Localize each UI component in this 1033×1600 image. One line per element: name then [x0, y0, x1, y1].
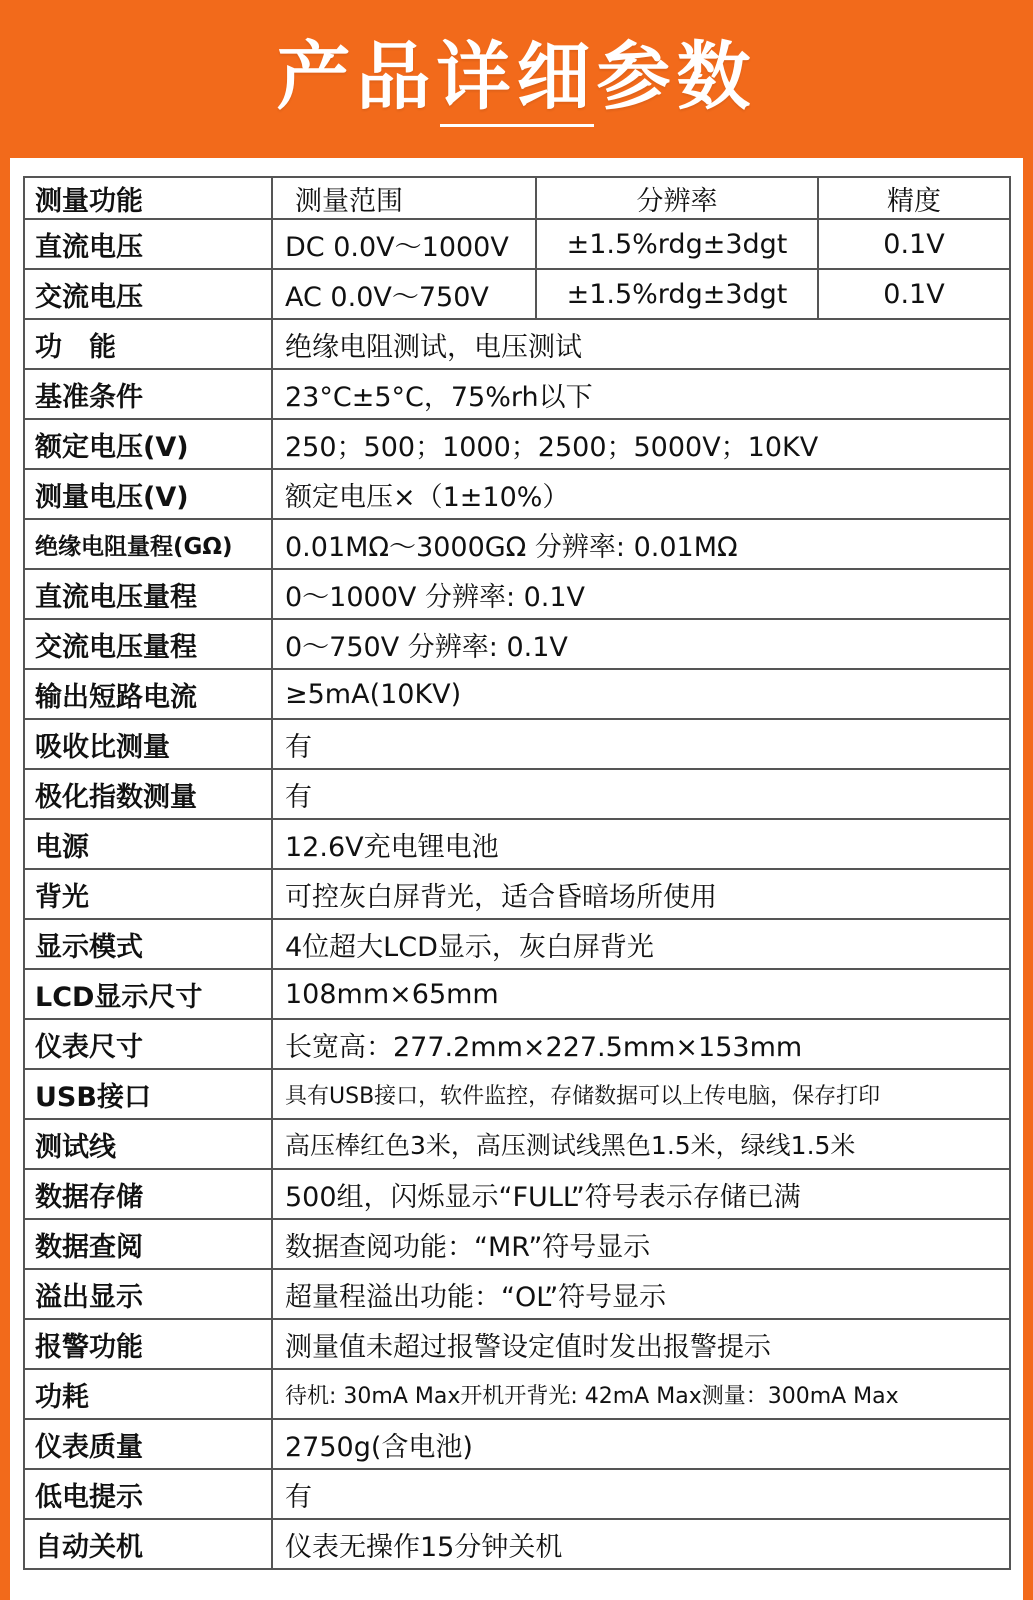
- row-label: 功 能: [24, 319, 272, 369]
- row-label: 测量电压(V): [24, 469, 272, 519]
- row-value: 2750g(含电池): [272, 1419, 1010, 1469]
- row-label: 吸收比测量: [24, 719, 272, 769]
- title-underline: [440, 124, 594, 127]
- row-value: 绝缘电阻测试，电压测试: [272, 319, 1010, 369]
- row-label: 极化指数测量: [24, 769, 272, 819]
- table-row: [24, 719, 1010, 769]
- column-header-function: 测量功能: [24, 177, 272, 219]
- row-label: 数据查阅: [24, 1219, 272, 1269]
- row-label: 功耗: [24, 1369, 272, 1419]
- row-label: 数据存储: [24, 1169, 272, 1219]
- table-row: [24, 1519, 1010, 1569]
- table-row: [24, 669, 1010, 719]
- row-label: 电源: [24, 819, 272, 869]
- table-row: [24, 769, 1010, 819]
- table-row: [24, 1319, 1010, 1369]
- row-label: 背光: [24, 869, 272, 919]
- row-value: 250；500；1000；2500；5000V；10KV: [272, 419, 1010, 469]
- row-value: 0～750V 分辨率: 0.1V: [272, 619, 1010, 669]
- row-label: 仪表尺寸: [24, 1019, 272, 1069]
- row-label: 直流电压量程: [24, 569, 272, 619]
- table-row: [24, 1019, 1010, 1069]
- table-row: [24, 219, 1010, 269]
- table-row: [24, 1069, 1010, 1119]
- row-value: 具有USB接口，软件监控，存储数据可以上传电脑，保存打印: [272, 1069, 1010, 1119]
- table-row: [24, 619, 1010, 669]
- page-header: [0, 0, 1033, 155]
- row-value: 108mm×65mm: [272, 969, 1010, 1019]
- row-label: LCD显示尺寸: [24, 969, 272, 1019]
- table-row: [24, 369, 1010, 419]
- row-label: 低电提示: [24, 1469, 272, 1519]
- row-value: 测量值未超过报警设定值时发出报警提示: [272, 1319, 1010, 1369]
- table-row: [24, 519, 1010, 569]
- table-row: [24, 469, 1010, 519]
- row-resolution: ±1.5%rdg±3dgt: [536, 219, 818, 269]
- row-label: 交流电压: [24, 269, 272, 319]
- row-value: 500组，闪烁显示“FULL”符号表示存储已满: [272, 1169, 1010, 1219]
- column-header-resolution: 分辨率: [536, 177, 818, 219]
- table-row: [24, 1369, 1010, 1419]
- row-label: 测试线: [24, 1119, 272, 1169]
- table-row: [24, 419, 1010, 469]
- row-label: 报警功能: [24, 1319, 272, 1369]
- table-row: [24, 969, 1010, 1019]
- row-resolution: ±1.5%rdg±3dgt: [536, 269, 818, 319]
- row-label: 仪表质量: [24, 1419, 272, 1469]
- row-value: 长宽高：277.2mm×227.5mm×153mm: [272, 1019, 1010, 1069]
- row-value: 有: [272, 719, 1010, 769]
- row-label: 额定电压(V): [24, 419, 272, 469]
- table-row: [24, 1119, 1010, 1169]
- table-row: [24, 319, 1010, 369]
- spec-panel: [10, 158, 1023, 1600]
- table-row: [24, 1219, 1010, 1269]
- row-value: 超量程溢出功能：“OL”符号显示: [272, 1269, 1010, 1319]
- row-label: 溢出显示: [24, 1269, 272, 1319]
- table-row: [24, 1169, 1010, 1219]
- row-value: 额定电压×（1±10%）: [272, 469, 1010, 519]
- row-value: 仪表无操作15分钟关机: [272, 1519, 1010, 1569]
- row-accuracy: 0.1V: [818, 269, 1010, 319]
- row-range: AC 0.0V～750V: [272, 269, 536, 319]
- row-value: 0.01MΩ～3000GΩ 分辨率: 0.01MΩ: [272, 519, 1010, 569]
- row-range: DC 0.0V～1000V: [272, 219, 536, 269]
- row-value: 待机: 30mA Max开机开背光: 42mA Max测量：300mA Max: [272, 1369, 1010, 1419]
- table-row: [24, 1269, 1010, 1319]
- row-label: 自动关机: [24, 1519, 272, 1569]
- row-value: 0～1000V 分辨率: 0.1V: [272, 569, 1010, 619]
- row-value: 数据查阅功能：“MR”符号显示: [272, 1219, 1010, 1269]
- row-label: 绝缘电阻量程(GΩ): [24, 519, 272, 569]
- column-header-accuracy: 精度: [818, 177, 1010, 219]
- row-label: 直流电压: [24, 219, 272, 269]
- row-value: 可控灰白屏背光，适合昏暗场所使用: [272, 869, 1010, 919]
- row-value: ≥5mA(10KV): [272, 669, 1010, 719]
- table-row: [24, 819, 1010, 869]
- row-label: 显示模式: [24, 919, 272, 969]
- table-row: [24, 919, 1010, 969]
- table-row: [24, 1469, 1010, 1519]
- row-label: 输出短路电流: [24, 669, 272, 719]
- table-row: [24, 569, 1010, 619]
- row-value: 高压棒红色3米，高压测试线黑色1.5米，绿线1.5米: [272, 1119, 1010, 1169]
- table-header-row: [24, 177, 1010, 219]
- row-value: 23°C±5°C，75%rh以下: [272, 369, 1010, 419]
- row-label: USB接口: [24, 1069, 272, 1119]
- row-value: 12.6V充电锂电池: [272, 819, 1010, 869]
- row-value: 有: [272, 769, 1010, 819]
- row-accuracy: 0.1V: [818, 219, 1010, 269]
- table-row: [24, 269, 1010, 319]
- row-label: 交流电压量程: [24, 619, 272, 669]
- row-label: 基准条件: [24, 369, 272, 419]
- row-value: 有: [272, 1469, 1010, 1519]
- table-row: [24, 1419, 1010, 1469]
- column-header-range: 测量范围: [272, 177, 536, 219]
- row-value: 4位超大LCD显示，灰白屏背光: [272, 919, 1010, 969]
- page-title: 产品详细参数: [276, 34, 757, 120]
- table-row: [24, 869, 1010, 919]
- spec-table: [23, 176, 1011, 1570]
